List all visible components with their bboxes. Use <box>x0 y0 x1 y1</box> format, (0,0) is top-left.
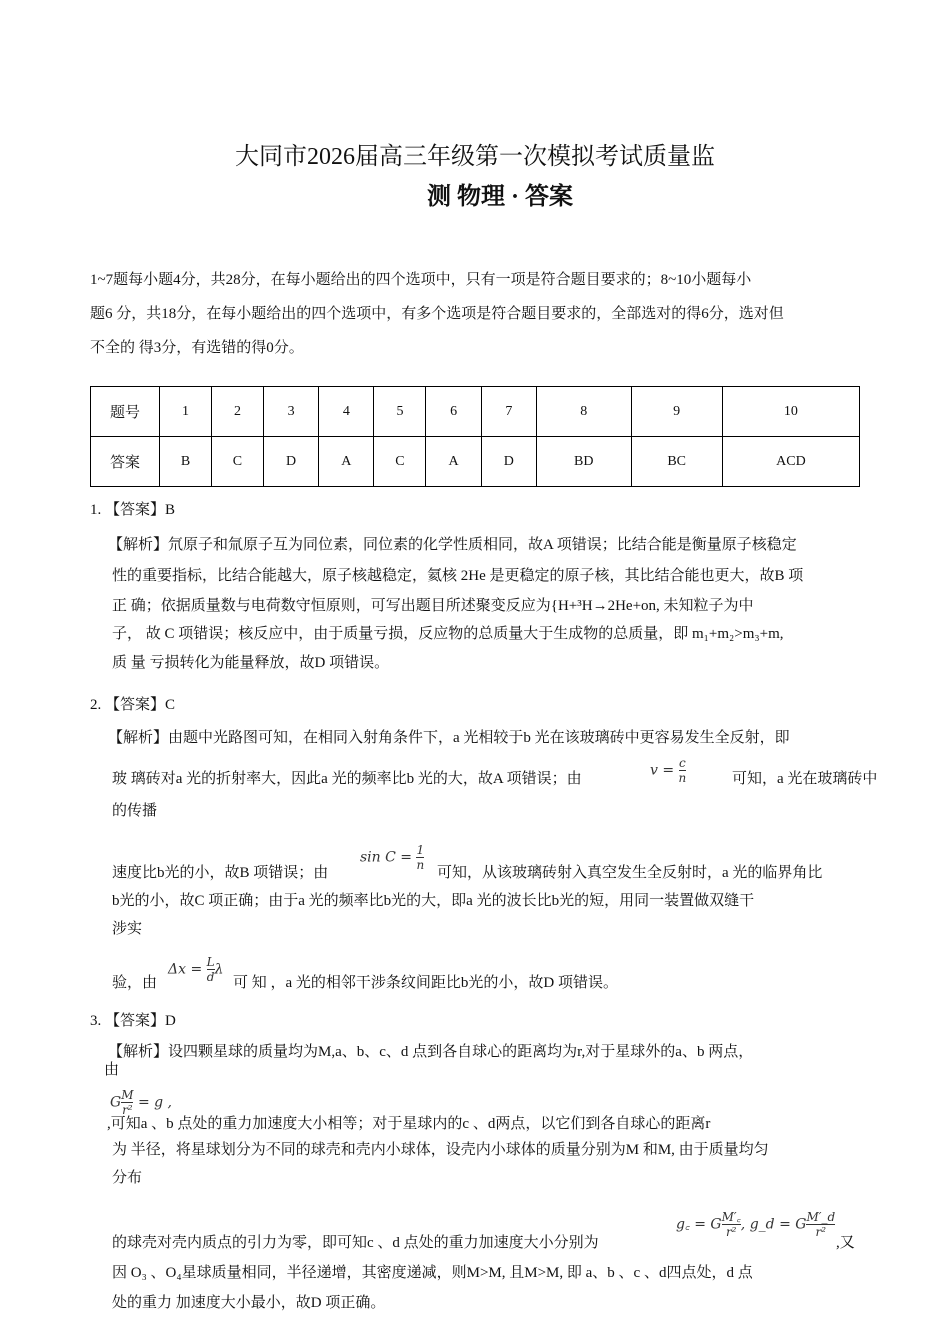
intro-line: 不全的 得3分，有选错的得0分。 <box>90 340 304 356</box>
table-cell: 5 <box>374 387 426 437</box>
q3-line: 分布 <box>112 1170 143 1186</box>
formula-dx: Δx = $\frac{L}{d}$ λ <box>168 955 224 984</box>
table-cell: 1 <box>160 387 212 437</box>
formula-gc-gd: g꜀ = G $\frac{M'꜀}{\text{r²}}$ , g_d = G $\frac{M'\_d}{\text{r²}}$ <box>676 1210 836 1239</box>
table-cell: C <box>374 437 426 487</box>
table-cell: 4 <box>319 387 374 437</box>
q3-line: 处的重力 加速度大小最小，故D 项正确。 <box>112 1295 386 1311</box>
table-cell: C <box>211 437 263 487</box>
q2-line: 可知，a 光在玻璃砖中 <box>732 771 878 787</box>
table-cell: BC <box>631 437 722 487</box>
table-cell: D <box>263 437 318 487</box>
q2-heading: 2. 【答案】C <box>90 697 176 713</box>
table-cell: A <box>426 437 481 487</box>
q3-line: 因 O₃ 、O₄星球质量相同，半径递增，其密度递减，则M>M, 且M>M, 即 a、b 、c 、d四点处，d 点 <box>112 1265 753 1281</box>
table-header-cell: 答案 <box>91 437 160 487</box>
table-cell: 10 <box>722 387 859 437</box>
q2-line: 【解析】由题中光路图可知，在相同入射角条件下，a 光相较于b 光在该玻璃砖中更容易发生全反射，即 <box>108 730 790 746</box>
q2-line: 涉实 <box>112 921 143 937</box>
q1-line: 质 量 亏损转化为能量释放，故D 项错误。 <box>112 655 390 671</box>
table-cell: ACD <box>722 437 859 487</box>
q1-line: 性的重要指标，比结合能越大，原子核越稳定，氦核 2He 是更稳定的原子核，其比结合能也更大，故B 项 <box>112 568 804 584</box>
table-cell: A <box>319 437 374 487</box>
formula-g: G $\frac{M}{\text{r²}}$ = g , <box>110 1088 172 1117</box>
q3-line: ,可知a 、b 点处的重力加速度大小相等；对于星球内的c 、d两点，以它们到各自球心的距离r <box>107 1116 711 1132</box>
q1-heading: 1. 【答案】B <box>90 502 176 518</box>
intro-line: 1~7题每小题4分，共28分，在每小题给出的四个选项中，只有一项是符合题目要求的；8~10小题每小 <box>90 272 752 288</box>
q2-line: 验，由 <box>112 975 158 991</box>
table-cell: 7 <box>481 387 536 437</box>
q2-line: 可知，从该玻璃砖射入真空发生全反射时，a 光的临界角比 <box>437 865 823 881</box>
formula-sinC: sin C = $\frac{1}{n}$ <box>360 843 425 872</box>
q2-line: 玻 璃砖对a 光的折射率大，因此a 光的频率比b 光的大，故A 项错误；由 <box>112 771 582 787</box>
title-line-1: 大同市2026届高三年级第一次模拟考试质量监 <box>235 144 715 170</box>
table-cell: 6 <box>426 387 481 437</box>
table-cell: D <box>481 437 536 487</box>
title-line-2: 测 物理 · 答案 <box>426 184 573 210</box>
q1-line: 子， 故 C 项错误；核反应中，由于质量亏损，反应物的总质量大于生成物的总质量，即 m₁+m₂>m₃+m, <box>112 626 784 642</box>
q1-line: 【解析】氘原子和氚原子互为同位素，同位素的化学性质相同，故A 项错误；比结合能是衡量原子核稳定 <box>108 537 797 553</box>
table-row-answers <box>91 437 860 487</box>
q2-line: b光的小，故C 项正确；由于a 光的频率比b光的大，即a 光的波长比b光的短，用同一装置做双缝干 <box>112 893 755 909</box>
intro-line: 题6 分，共18分，在每小题给出的四个选项中，有多个选项是符合题目要求的，全部选对的得6分，选对但 <box>90 306 784 322</box>
q1-line: 正 确；依据质量数与电荷数守恒原则，可写出题目所述聚变反应为{H+³H→2He+on, 未知粒子为中 <box>112 598 754 614</box>
q3-heading: 3. 【答案】D <box>90 1013 176 1029</box>
table-cell: B <box>160 437 212 487</box>
q2-line: 速度比b光的小，故B 项错误；由 <box>112 865 329 881</box>
table-row-numbers <box>91 387 860 437</box>
q2-line: 的传播 <box>112 803 158 819</box>
table-cell: 3 <box>263 387 318 437</box>
table-cell: 9 <box>631 387 722 437</box>
table-cell: 2 <box>211 387 263 437</box>
q3-line: 为 半径，将星球划分为不同的球壳和壳内小球体，设壳内小球体的质量分别为M 和M, 由于质量均匀 <box>112 1142 769 1158</box>
q3-line: 由 <box>104 1062 120 1078</box>
table-cell: BD <box>536 437 631 487</box>
q3-line: 【解析】设四颗星球的质量均为M,a、b、c、d 点到各自球心的距离均为r,对于星球外的a、b 两点， <box>108 1044 754 1060</box>
q2-line: 可 知 ，a 光的相邻干涉条纹间距比b光的小，故D 项错误。 <box>233 975 618 991</box>
answer-table <box>90 386 860 487</box>
q3-line: ,又 <box>836 1235 855 1251</box>
formula-v-c-over-n: v = $\frac{c}{n}$ <box>650 756 687 785</box>
q3-line: 的球壳对壳内质点的引力为零，即可知c 、d 点处的重力加速度大小分别为 <box>112 1235 599 1251</box>
table-header-cell: 题号 <box>91 387 160 437</box>
table-cell: 8 <box>536 387 631 437</box>
